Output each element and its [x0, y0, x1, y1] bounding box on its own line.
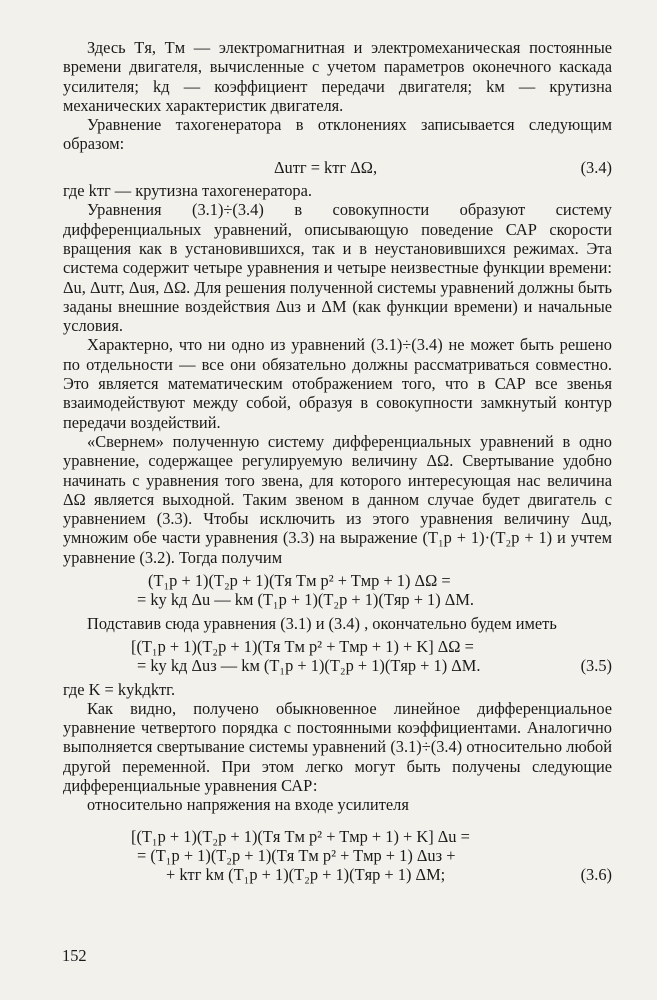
paragraph: Подставив сюда уравнения (3.1) и (3.4) , окончательно будем иметь — [87, 613, 557, 633]
equation-expression: (T₁p + 1)(T₂p + 1)(Tя Tм p² + Tмp + 1) ΔΩ = — [148, 571, 451, 591]
equation-3-5-line-1 — [63, 637, 612, 656]
equation-expression: Δuтг = kтг ΔΩ, — [274, 157, 378, 177]
equation-expression: [(T₁p + 1)(T₂p + 1)(Tя Tм p² + Tмp + 1) + K] ΔΩ = — [131, 636, 474, 656]
equation-expression: [(T₁p + 1)(T₂p + 1)(Tя Tм p² + Tмp + 1) + K] Δu = — [131, 826, 470, 846]
equation-3-6-line-3 — [63, 865, 612, 884]
equation-number: (3.4) — [580, 157, 612, 177]
page-content — [63, 38, 612, 884]
paragraph: Уравнение тахогенератора в отклонениях записывается следующим образом: — [63, 115, 612, 154]
equation-expression: = (T₁p + 1)(T₂p + 1)(Tя Tм p² + Tмp + 1) Δuз + — [137, 845, 456, 865]
equation-expression: + kтг kм (T₁p + 1)(T₂p + 1)(Tяp + 1) ΔM; — [166, 865, 446, 885]
equation-line — [63, 571, 612, 590]
equation-expression: = kу kд Δu — kм (T₁p + 1)(T₂p + 1)(Tяp + 1) ΔM. — [137, 590, 475, 610]
equation-3-6-line-1 — [63, 827, 612, 846]
equation-3-6-line-2 — [63, 846, 612, 865]
paragraph: «Свернем» полученную систему дифференциальных уравнений в одно уравнение, содержащее регулируемую величину ΔΩ. Свертывание удобно начинать с уравнения того звена, для которого интересующая нас величина ΔΩ является выходной. Таким звеном в данном случае будет двигатель с уравнением (3.3). Чтобы исключить из этого уравнения величину Δuд, умножим обе части уравнения (3.3) на выражение (T₁p + 1)·(T₂p + 1) и учтем уравнение (3.2). Тогда получим — [63, 431, 612, 567]
equation-3-5-line-2 — [63, 656, 612, 675]
paragraph: Уравнения (3.1)÷(3.4) в совокупности образуют систему дифференциальных уравнений, описывающую поведение САР скорости вращения как в установившихся, так и в неустановившихся режимах. Эта система содержит четыре уравнения и четыре неизвестные функции времени: Δu, Δuтг, Δuя, ΔΩ. Для решения полученной системы уравнений должны быть заданы внешние воздействия Δuз и ΔM (как функции времени) и начальные условия. — [63, 200, 612, 336]
equation-number: (3.5) — [580, 656, 612, 676]
equation-expression: = kу kд Δuз — kм (T₁p + 1)(T₂p + 1)(Tяp + 1) ΔM. — [137, 656, 481, 676]
equation-line — [63, 590, 612, 609]
equation-number: (3.6) — [580, 865, 612, 885]
paragraph: относительно напряжения на входе усилителя — [87, 795, 409, 815]
paragraph: где K = kуkдkтг. — [63, 679, 176, 699]
page-number: 152 — [62, 946, 87, 965]
paragraph: где kтг — крутизна тахогенератора. — [63, 181, 312, 201]
paragraph: Здесь Tя, Tм — электромагнитная и электромеханическая постоянные времени двигателя, вычисленные с учетом параметров оконечного каскада усилителя; kд — коэффициент передачи двигателя; kм — крутизна механических характеристик двигателя. — [63, 38, 612, 115]
paragraph: Характерно, что ни одно из уравнений (3.1)÷(3.4) не может быть решено по отдельности — все они обязательно должны рассматриваться совместно. Это является математическим отображением того, что в САР все звенья взаимодействуют между собой, образуя в совокупности замкнутый контур передачи воздействий. — [63, 335, 612, 432]
paragraph: Как видно, получено обыкновенное линейное дифференциальное уравнение четвертого порядка с постоянными коэффициентами. Аналогично выполняется свертывание системы уравнений (3.1)÷(3.4) относительно любой другой переменной. При этом легко могут быть получены следующие дифференциальные уравнения САР: — [63, 698, 612, 795]
equation-3-4 — [63, 158, 612, 177]
